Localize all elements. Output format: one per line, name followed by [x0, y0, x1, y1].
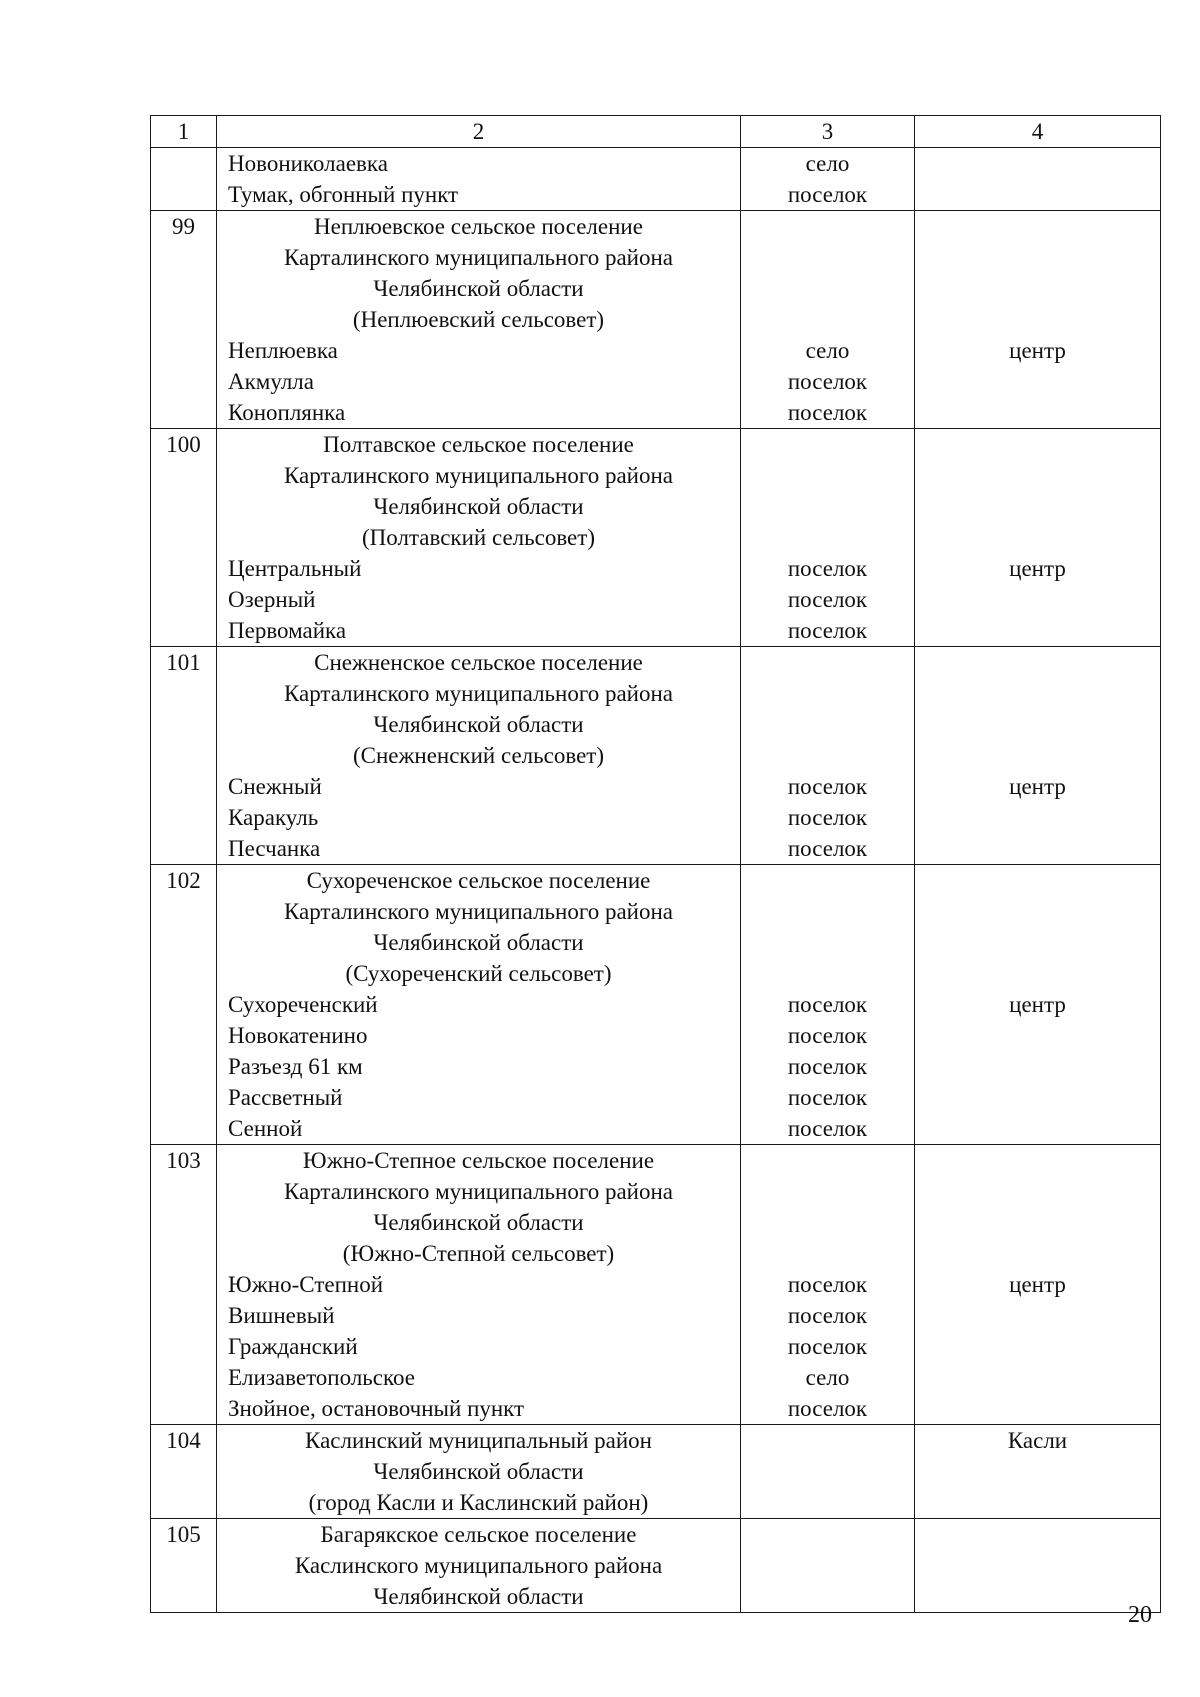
municipality-title-line: Карталинского муниципального района: [283, 681, 674, 706]
center-marker: центр: [1009, 1272, 1066, 1297]
row-number-cell: [151, 865, 217, 1145]
center-marker: [915, 148, 1160, 179]
settlement-type: поселок: [787, 1116, 868, 1141]
settlement-name: Новониколаевка: [228, 151, 388, 176]
row-number-cell: [151, 647, 217, 865]
municipality-title-line: Карталинского муниципального района: [283, 463, 674, 488]
center-cell: [915, 865, 1161, 1145]
table-row: [151, 211, 1161, 429]
settlement-name: Неплюевка: [228, 338, 338, 363]
settlement-type: поселок: [787, 556, 868, 581]
settlement-type: поселок: [787, 1396, 868, 1421]
table-row: [151, 1519, 1161, 1613]
spacer-line: [741, 1176, 914, 1207]
spacer-line: [741, 1519, 914, 1550]
settlement-name: Елизаветопольское: [228, 1365, 415, 1390]
spacer-line: [741, 709, 914, 740]
spacer-line: [915, 522, 1160, 553]
spacer-line: [741, 740, 914, 771]
municipality-title-line: Карталинского муниципального района: [283, 899, 674, 924]
spacer-line: [915, 1145, 1160, 1176]
spacer-line: [915, 242, 1160, 273]
settlement-name: Знойное, остановочный пункт: [228, 1396, 525, 1421]
settlement-name-cell: [217, 1425, 741, 1519]
center-marker: центр: [1009, 992, 1066, 1017]
settlements-table: [150, 115, 1161, 1613]
spacer-line: [915, 896, 1160, 927]
municipality-title-line: (Сухореченский сельсовет): [345, 961, 612, 986]
municipality-title-line: Челябинской области: [373, 1584, 584, 1609]
column-header-3: 3: [741, 116, 915, 148]
settlement-type: село: [805, 151, 850, 176]
settlement-type: поселок: [787, 618, 868, 643]
settlement-name: Озерный: [228, 587, 316, 612]
center-cell: [915, 429, 1161, 647]
settlement-type: поселок: [787, 1023, 868, 1048]
table-row: [151, 647, 1161, 865]
settlement-name: Коноплянка: [228, 400, 346, 425]
column-header-2: 2: [217, 116, 741, 148]
municipality-title-line: Сухореченское сельское поселение: [306, 868, 651, 893]
municipality-title-line: Челябинской области: [373, 930, 584, 955]
settlement-name: Центральный: [228, 556, 362, 581]
spacer-line: [915, 1207, 1160, 1238]
municipality-title-line: (город Касли и Каслинский район): [308, 1490, 649, 1515]
settlement-name: Первомайка: [228, 618, 347, 643]
spacer-line: [741, 865, 914, 896]
settlement-name-cell: [217, 647, 741, 865]
row-number: 101: [166, 650, 201, 675]
settlement-name: Гражданский: [228, 1334, 358, 1359]
settlement-type: поселок: [787, 836, 868, 861]
spacer-line: [741, 242, 914, 273]
settlement-type: поселок: [787, 369, 868, 394]
municipality-title-line: (Полтавский сельсовет): [362, 525, 595, 550]
spacer-line: [741, 958, 914, 989]
spacer-line: [741, 1550, 914, 1581]
table-header-row: [151, 116, 1161, 148]
municipality-title-line: Карталинского муниципального района: [283, 245, 674, 270]
spacer-line: [741, 1456, 914, 1487]
settlement-type: поселок: [787, 400, 868, 425]
settlement-name-cell: [217, 429, 741, 647]
page-number: 20: [1128, 1602, 1152, 1628]
settlement-name-cell: [217, 1145, 741, 1425]
settlement-name-cell: [217, 865, 741, 1145]
municipality-title-line: Каслинский муниципальный район: [305, 1428, 652, 1453]
spacer-line: [741, 1238, 914, 1269]
table-row: [151, 1145, 1161, 1425]
municipality-title-line: Челябинской области: [373, 494, 584, 519]
settlement-name: Разъезд 61 км: [228, 1054, 363, 1079]
spacer-line: [915, 1238, 1160, 1269]
settlement-type: поселок: [787, 1334, 868, 1359]
municipality-title-line: Каслинского муниципального района: [294, 1553, 663, 1578]
municipality-title-line: Челябинской области: [373, 276, 584, 301]
center-cell: [915, 211, 1161, 429]
row-number: 100: [166, 432, 201, 457]
table-row: [151, 148, 1161, 211]
settlement-name: Снежный: [228, 774, 322, 799]
spacer-line: [741, 429, 914, 460]
settlement-type: поселок: [787, 1272, 868, 1297]
row-number-cell: [151, 148, 217, 211]
spacer-line: [915, 709, 1160, 740]
spacer-line: [741, 1425, 914, 1456]
municipality-title-line: Полтавское сельское поселение: [323, 432, 634, 457]
spacer-line: [915, 491, 1160, 522]
settlement-type: поселок: [787, 774, 868, 799]
settlement-type-cell: [741, 647, 915, 865]
spacer-line: [741, 491, 914, 522]
spacer-line: [915, 865, 1160, 896]
row-number: 105: [166, 1522, 201, 1547]
spacer-line: [915, 304, 1160, 335]
spacer-line: [915, 958, 1160, 989]
spacer-line: [741, 273, 914, 304]
municipality-title-line: (Неплюевский сельсовет): [352, 307, 605, 332]
settlement-name: Южно-Степной: [228, 1272, 384, 1297]
spacer-line: [915, 460, 1160, 491]
spacer-line: [741, 1207, 914, 1238]
settlement-name: Рассветный: [228, 1085, 343, 1110]
spacer-line: [741, 522, 914, 553]
spacer-line: [741, 1145, 914, 1176]
row-number-cell: [151, 211, 217, 429]
table-body: [151, 148, 1161, 1613]
spacer-line: [741, 304, 914, 335]
settlement-type-cell: [741, 1425, 915, 1519]
spacer-line: [915, 1176, 1160, 1207]
spacer-line: [741, 460, 914, 491]
settlement-type-cell: [741, 1519, 915, 1613]
center-cell: [915, 1145, 1161, 1425]
municipality-title-line: Челябинской области: [373, 712, 584, 737]
center-cell: [915, 1425, 1161, 1519]
row-number-cell: [151, 1425, 217, 1519]
table-row: [151, 1425, 1161, 1519]
spacer-line: [741, 927, 914, 958]
center-cell: [915, 1519, 1161, 1613]
settlement-type: село: [805, 338, 850, 363]
settlement-type: поселок: [787, 587, 868, 612]
settlement-name-cell: [217, 148, 741, 211]
row-number: [151, 148, 216, 179]
spacer-line: [741, 1581, 914, 1612]
settlement-name: Новокатенино: [228, 1023, 368, 1048]
settlement-type-cell: [741, 865, 915, 1145]
spacer-line: [741, 896, 914, 927]
settlement-name-cell: [217, 211, 741, 429]
center-cell: [915, 148, 1161, 211]
municipality-title-line: Снежненское сельское поселение: [314, 650, 643, 675]
municipality-title-line: (Южно-Степной сельсовет): [342, 1241, 615, 1266]
spacer-line: [915, 740, 1160, 771]
spacer-line: [915, 647, 1160, 678]
spacer-line: [741, 647, 914, 678]
settlement-type-cell: [741, 429, 915, 647]
settlement-type: поселок: [787, 182, 868, 207]
spacer-line: [741, 211, 914, 242]
settlement-type-cell: [741, 1145, 915, 1425]
settlement-type: поселок: [787, 992, 868, 1017]
municipality-title-line: Неплюевское сельское поселение: [314, 214, 643, 239]
settlement-name: Сухореченский: [228, 992, 378, 1017]
center-marker: Касли: [1007, 1428, 1068, 1453]
spacer-line: [741, 1487, 914, 1518]
row-number: 99: [172, 214, 195, 239]
settlement-name: Каракуль: [228, 805, 319, 830]
row-number: 104: [166, 1428, 201, 1453]
spacer-line: [915, 211, 1160, 242]
settlement-name: Тумак, обгонный пункт: [228, 182, 459, 207]
table-row: [151, 429, 1161, 647]
center-marker: центр: [1009, 774, 1066, 799]
spacer-line: [741, 678, 914, 709]
settlement-type: поселок: [787, 1054, 868, 1079]
center-marker: [915, 1519, 1160, 1550]
center-marker: центр: [1009, 556, 1066, 581]
municipality-title-line: Челябинской области: [373, 1210, 584, 1235]
settlement-type: село: [805, 1365, 850, 1390]
settlement-name-cell: [217, 1519, 741, 1613]
table-row: [151, 865, 1161, 1145]
row-number: 102: [166, 868, 201, 893]
settlement-type: поселок: [787, 1303, 868, 1328]
column-header-1: 1: [151, 116, 217, 148]
row-number-cell: [151, 1519, 217, 1613]
spacer-line: [915, 678, 1160, 709]
settlement-name: Песчанка: [228, 836, 321, 861]
settlement-type: поселок: [787, 1085, 868, 1110]
spacer-line: [915, 429, 1160, 460]
municipality-title-line: Южно-Степное сельское поселение: [302, 1148, 655, 1173]
municipality-title-line: Карталинского муниципального района: [283, 1179, 674, 1204]
row-number-cell: [151, 429, 217, 647]
spacer-line: [915, 927, 1160, 958]
center-cell: [915, 647, 1161, 865]
municipality-title-line: Багарякское сельское поселение: [320, 1522, 637, 1547]
spacer-line: [915, 273, 1160, 304]
settlement-name: Вишневый: [228, 1303, 335, 1328]
settlement-name: Сенной: [228, 1116, 303, 1141]
row-number: 103: [166, 1148, 201, 1173]
settlement-name: Акмулла: [228, 369, 314, 394]
settlement-type-cell: [741, 211, 915, 429]
municipality-title-line: (Снежненский сельсовет): [352, 743, 604, 768]
center-marker: центр: [1009, 338, 1066, 363]
row-number-cell: [151, 1145, 217, 1425]
settlement-type: поселок: [787, 805, 868, 830]
column-header-4: 4: [915, 116, 1161, 148]
settlement-type-cell: [741, 148, 915, 211]
municipality-title-line: Челябинской области: [373, 1459, 584, 1484]
